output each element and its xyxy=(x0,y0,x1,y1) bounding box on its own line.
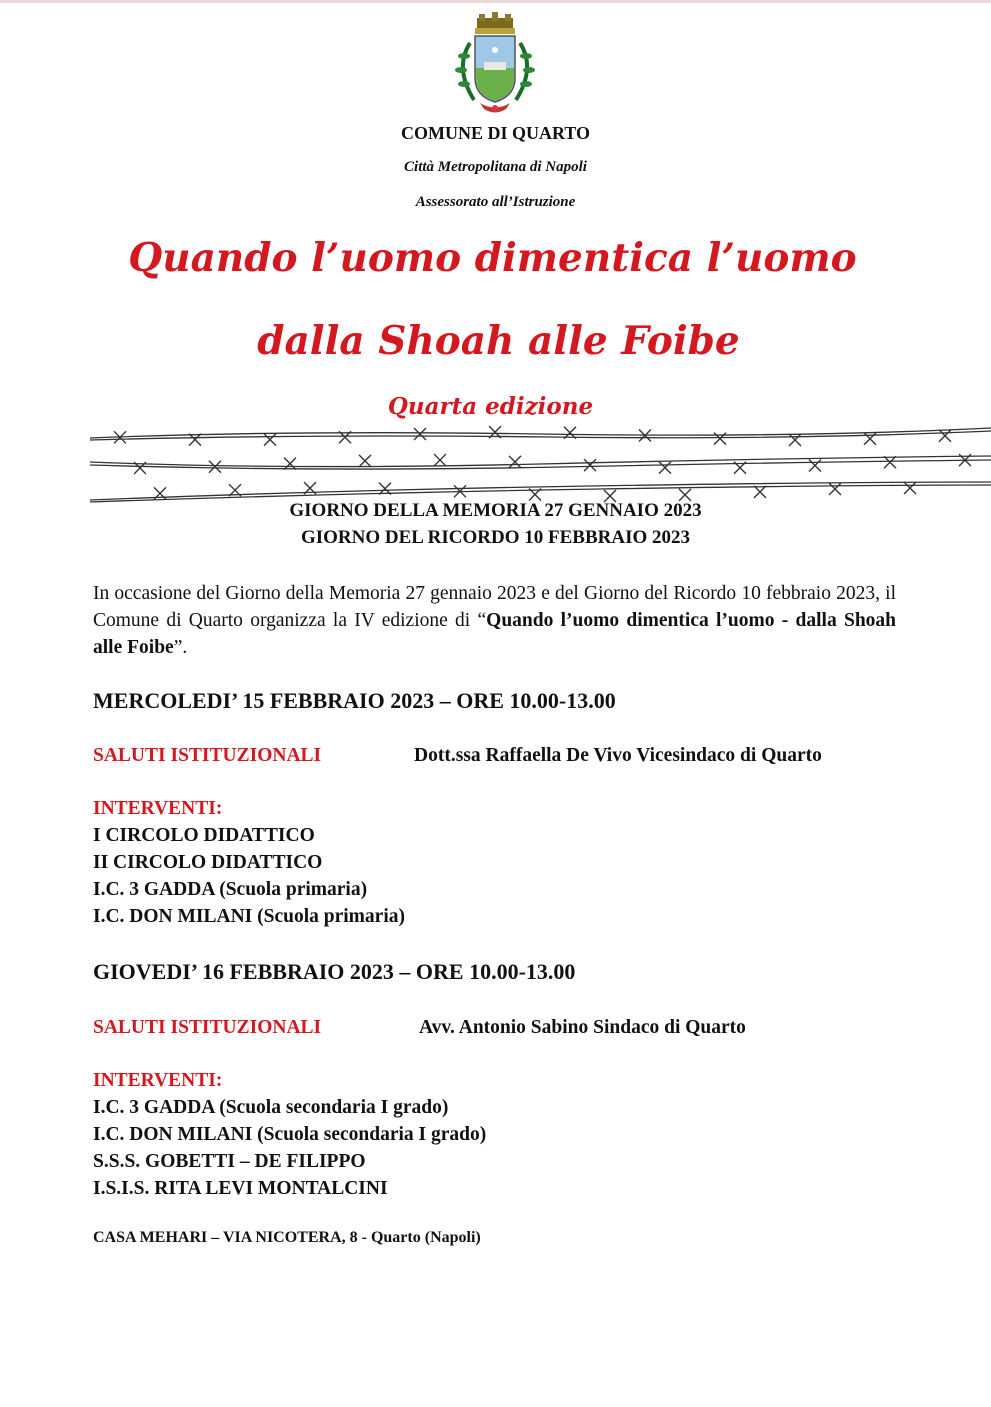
intro-text: In occasione del Giorno della Memoria 27 gennaio 2023 e del Giorno del Ricordo 10 febbraio 2023, il Comune di Quarto organizza la IV edizione di “ xyxy=(93,583,896,631)
day2-intervention-item: I.C. 3 GADDA (Scuola secondaria I grado) xyxy=(93,1097,449,1118)
metropolitan-city: Città Metropolitana di Napoli xyxy=(404,159,587,175)
wire-barb xyxy=(209,461,221,473)
day1-greetings-label: SALUTI ISTITUZIONALI xyxy=(93,745,322,766)
wire-barb xyxy=(754,486,766,498)
day1-intervention-item: II CIRCOLO DIDATTICO xyxy=(93,852,323,873)
intro-end: ”. xyxy=(173,637,188,658)
top-border xyxy=(0,0,991,3)
wire-barb xyxy=(284,458,296,470)
municipality-name: COMUNE DI QUARTO xyxy=(400,123,591,143)
wire-barb xyxy=(359,455,371,467)
day1-greetings-speaker: Dott.ssa Raffaella De Vivo Vicesindaco di Quarto xyxy=(414,745,822,766)
day1-interventions-label: INTERVENTI: xyxy=(93,798,223,819)
remembrance-day-heading: GIORNO DEL RICORDO 10 FEBBRAIO 2023 xyxy=(300,527,691,548)
coat-of-arms-icon xyxy=(440,8,550,120)
wire-barb xyxy=(584,459,596,471)
barbed-wire-icon xyxy=(90,420,991,505)
intro-paragraph xyxy=(93,580,896,661)
department-name: Assessorato all’Istruzione xyxy=(415,194,576,210)
wire-barb xyxy=(414,428,426,440)
day1-intervention-item: I.C. DON MILANI (Scuola primaria) xyxy=(93,906,405,927)
wire-barb xyxy=(904,482,916,494)
day2-intervention-item: I.S.I.S. RITA LEVI MONTALCINI xyxy=(93,1178,388,1199)
wire-barb xyxy=(264,434,276,446)
day2-interventions-label: INTERVENTI: xyxy=(93,1070,223,1091)
day2-greetings-speaker: Avv. Antonio Sabino Sindaco di Quarto xyxy=(419,1017,746,1038)
day2-heading: GIOVEDI’ 16 FEBBRAIO 2023 – ORE 10.00-13.00 xyxy=(93,959,576,984)
day1-heading: MERCOLEDI’ 15 FEBBRAIO 2023 – ORE 10.00-13.00 xyxy=(93,688,616,713)
wire-barb xyxy=(884,456,896,468)
day1-intervention-item: I.C. 3 GADDA (Scuola primaria) xyxy=(93,879,368,900)
wire-barb xyxy=(434,454,446,466)
event-edition: Quarta edizione xyxy=(387,393,594,420)
intro-event-name: Quando l’uomo dimentica l’uomo - dalla Shoah alle Foibe xyxy=(93,610,897,658)
wire-barb xyxy=(789,434,801,446)
wire-barb xyxy=(509,456,521,468)
day2-intervention-item: I.C. DON MILANI (Scuola secondaria I grado) xyxy=(93,1124,487,1145)
day2-greetings-label: SALUTI ISTITUZIONALI xyxy=(93,1017,322,1038)
day2-intervention-item: S.S.S. GOBETTI – DE FILIPPO xyxy=(93,1151,366,1172)
event-subtitle: dalla Shoah alle Foibe xyxy=(257,318,740,364)
wire-barb xyxy=(864,433,876,445)
day1-intervention-item: I CIRCOLO DIDATTICO xyxy=(93,825,315,846)
venue-address: CASA MEHARI – VIA NICOTERA, 8 - Quarto (Napoli) xyxy=(93,1229,481,1246)
wire-barb xyxy=(659,462,671,474)
event-title: Quando l’uomo dimentica l’uomo xyxy=(128,235,857,281)
wire-barb xyxy=(189,434,201,446)
wire-barb xyxy=(829,483,841,495)
wire-barb xyxy=(809,459,821,471)
memory-day-heading: GIORNO DELLA MEMORIA 27 GENNAIO 2023 xyxy=(289,500,702,521)
wire-barb xyxy=(939,430,951,442)
